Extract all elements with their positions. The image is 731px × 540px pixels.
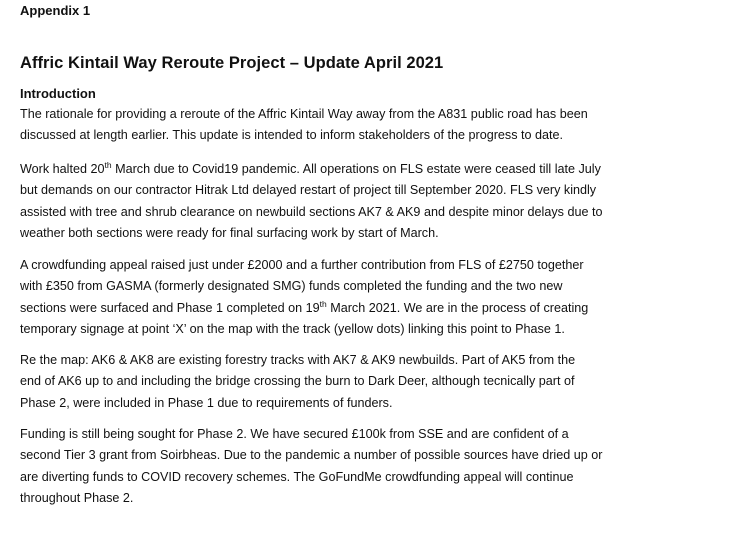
- text-line: A crowdfunding appeal raised just under £2000 and a further contribution from FLS of £2750 together: [20, 258, 584, 272]
- text-line: temporary signage at point ‘X’ on the map with the track (yellow dots) linking this point to Phase 1.: [20, 321, 565, 336]
- text-segment: March 2021. We are in the process of creating: [326, 300, 589, 315]
- text-segment: sections were surfaced and Phase 1 completed on 19: [20, 300, 320, 315]
- text-line: second Tier 3 grant from Soirbheas. Due to the pandemic a number of possible sources have dried up or: [20, 448, 603, 463]
- text-segment: March due to Covid19 pandemic. All operations on FLS estate were ceased till late July: [111, 162, 601, 176]
- introduction-heading: Introduction: [20, 86, 96, 101]
- text-line: weather both sections were ready for final surfacing work by start of March.: [20, 225, 439, 240]
- text-segment: Work halted 20: [20, 162, 105, 176]
- superscript-ordinal: th: [104, 160, 112, 170]
- paragraph-rationale: [20, 104, 720, 147]
- text-line: are diverting funds to COVID recovery schemes. The GoFundMe crowdfunding appeal will continue: [20, 469, 574, 484]
- text-line: discussed at length earlier. This update is intended to inform stakeholders of the progress to date.: [20, 128, 564, 143]
- text-line: Funding is still being sought for Phase 2. We have secured £100k from SSE and are confident of a: [20, 427, 569, 441]
- text-line: The rationale for providing a reroute of the Affric Kintail Way away from the A831 public road has been: [20, 107, 588, 121]
- appendix-label: Appendix 1: [20, 3, 91, 18]
- superscript-ordinal: th: [319, 298, 327, 309]
- text-line: throughout Phase 2.: [20, 490, 134, 505]
- text-line: assisted with tree and shrub clearance on newbuild sections AK7 & AK9 and despite minor delays due to: [20, 204, 603, 219]
- text-line: [20, 159, 720, 180]
- paragraph-funding: [20, 424, 720, 509]
- paragraph-map-notes: [20, 350, 720, 414]
- text-line: [20, 298, 720, 319]
- text-line: Re the map: AK6 & AK8 are existing forestry tracks with AK7 & AK9 newbuilds. Part of AK5 from the: [20, 353, 576, 367]
- text-line: but demands on our contractor Hitrak Ltd delayed restart of project till September 2020. FLS very kindly: [20, 183, 597, 198]
- paragraph-work-halted: [20, 159, 720, 244]
- paragraph-crowdfunding: [20, 255, 720, 340]
- text-line: with £350 from GASMA (formerly designated SMG) funds completed the funding and the two new: [20, 279, 563, 294]
- text-line: Phase 2, were included in Phase 1 due to requirements of funders.: [20, 395, 393, 410]
- text-line: end of AK6 up to and including the bridge crossing the burn to Dark Deer, although tecnically part of: [20, 374, 575, 389]
- document-title: Affric Kintail Way Reroute Project – Update April 2021: [20, 54, 444, 72]
